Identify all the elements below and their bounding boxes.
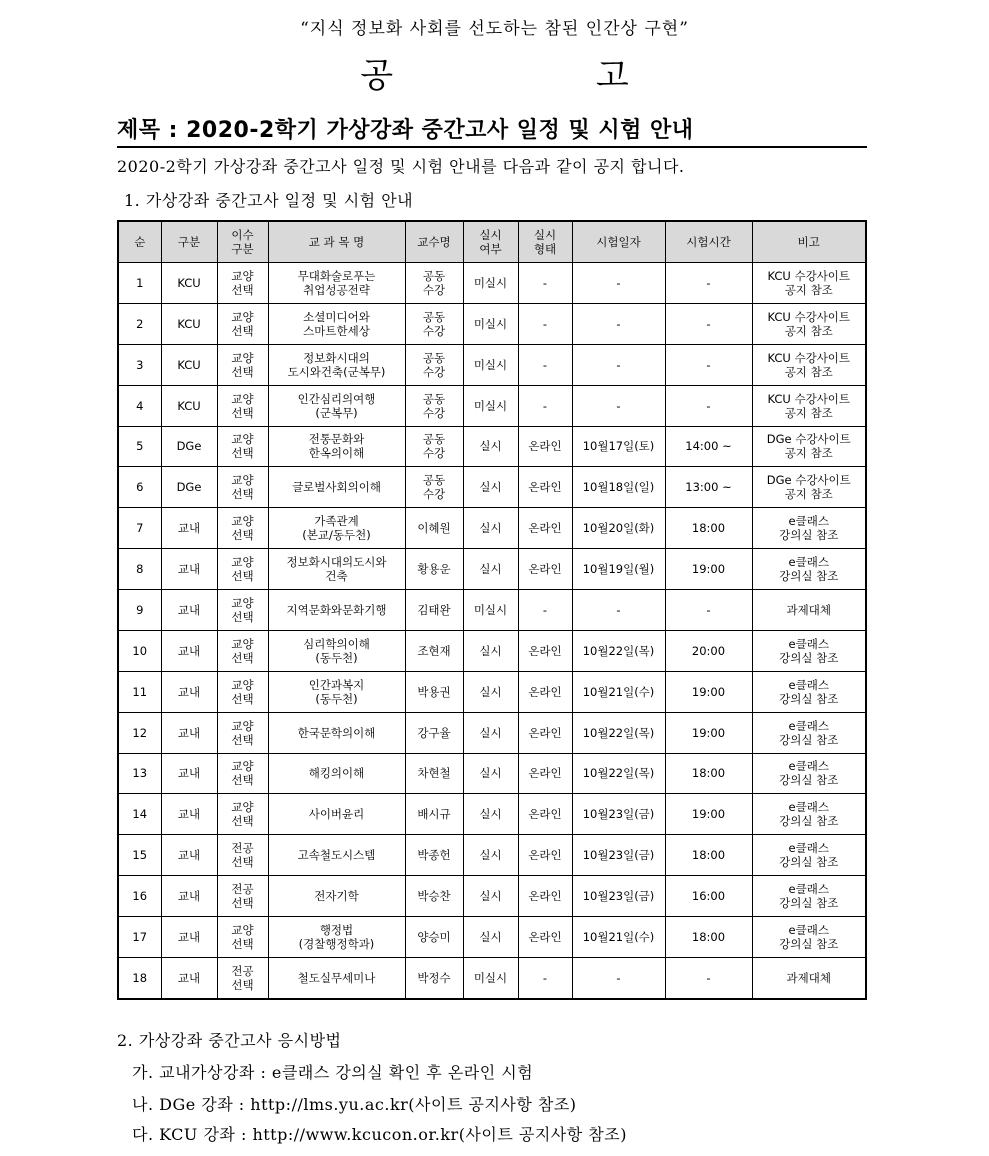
cell-col-no: 7	[118, 508, 161, 549]
cell-col-professor: 김태완	[405, 590, 463, 631]
cell-col-exam-date: 10월22일(목)	[572, 712, 665, 753]
cell-col-held: 미실시	[463, 263, 518, 304]
cell-col-remarks: e클래스 강의실 참조	[752, 876, 866, 917]
cell-col-held: 미실시	[463, 303, 518, 344]
cell-col-course-type: 전공 선택	[217, 876, 268, 917]
cell-col-held: 실시	[463, 508, 518, 549]
cell-col-remarks: KCU 수강사이트 공지 참조	[752, 385, 866, 426]
cell-col-remarks: KCU 수강사이트 공지 참조	[752, 263, 866, 304]
header-col-remarks: 비고	[752, 221, 866, 263]
cell-col-professor: 차현철	[405, 753, 463, 794]
cell-col-course-name: 행정법 (경찰행정학과)	[268, 917, 405, 958]
cell-col-no: 12	[118, 712, 161, 753]
cell-col-type: 교내	[161, 753, 217, 794]
cell-col-type: 교내	[161, 508, 217, 549]
cell-col-course-type: 교양 선택	[217, 794, 268, 835]
table-row	[118, 508, 866, 549]
cell-col-type: 교내	[161, 671, 217, 712]
cell-col-remarks: e클래스 강의실 참조	[752, 712, 866, 753]
subject-heading: 제목 : 2020-2학기 가상강좌 중간고사 일정 및 시험 안내	[117, 113, 867, 148]
table-row	[118, 303, 866, 344]
cell-col-professor: 박종헌	[405, 835, 463, 876]
cell-col-exam-date: 10월21일(수)	[572, 917, 665, 958]
cell-col-course-type: 교양 선택	[217, 344, 268, 385]
cell-col-course-type: 교양 선택	[217, 630, 268, 671]
cell-col-professor: 조현재	[405, 630, 463, 671]
table-row	[118, 753, 866, 794]
table-row	[118, 835, 866, 876]
cell-col-remarks: e클래스 강의실 참조	[752, 753, 866, 794]
table-row	[118, 344, 866, 385]
cell-col-remarks: DGe 수강사이트 공지 참조	[752, 467, 866, 508]
table-row	[118, 630, 866, 671]
cell-col-exam-date: 10월19일(월)	[572, 549, 665, 590]
table-row	[118, 712, 866, 753]
cell-col-course-name: 심리학의이해 (동두천)	[268, 630, 405, 671]
cell-col-held: 실시	[463, 753, 518, 794]
cell-col-remarks: e클래스 강의실 참조	[752, 835, 866, 876]
header-col-no: 순	[118, 221, 161, 263]
cell-col-format: 온라인	[518, 876, 572, 917]
cell-col-held: 실시	[463, 671, 518, 712]
cell-col-exam-time: -	[665, 385, 752, 426]
cell-col-course-name: 전자기학	[268, 876, 405, 917]
motto: “지식 정보화 사회를 선도하는 참된 인간상 구현”	[300, 19, 689, 39]
cell-col-no: 5	[118, 426, 161, 467]
table-row	[118, 794, 866, 835]
cell-col-held: 실시	[463, 835, 518, 876]
cell-col-course-name: 글로벌사회의이해	[268, 467, 405, 508]
cell-col-type: 교내	[161, 794, 217, 835]
cell-col-held: 실시	[463, 630, 518, 671]
cell-col-course-name: 사이버윤리	[268, 794, 405, 835]
intro-text: 2020-2학기 가상강좌 중간고사 일정 및 시험 안내를 다음과 같이 공지 합니다.	[117, 157, 685, 176]
cell-col-course-type: 교양 선택	[217, 549, 268, 590]
cell-col-professor: 공동 수강	[405, 385, 463, 426]
cell-col-exam-time: -	[665, 303, 752, 344]
section-2-heading: 2. 가상강좌 중간고사 응시방법	[117, 1031, 342, 1050]
cell-col-format: -	[518, 303, 572, 344]
cell-col-no: 3	[118, 344, 161, 385]
cell-col-course-type: 전공 선택	[217, 957, 268, 999]
cell-col-held: 미실시	[463, 385, 518, 426]
cell-col-exam-time: 16:00	[665, 876, 752, 917]
cell-col-course-name: 가족관계 (본교/동두천)	[268, 508, 405, 549]
cell-col-type: KCU	[161, 303, 217, 344]
cell-col-exam-time: 13:00 ~	[665, 467, 752, 508]
cell-col-no: 14	[118, 794, 161, 835]
cell-col-remarks: 과제대체	[752, 590, 866, 631]
cell-col-exam-time: 19:00	[665, 671, 752, 712]
cell-col-exam-date: 10월17일(토)	[572, 426, 665, 467]
cell-col-remarks: KCU 수강사이트 공지 참조	[752, 344, 866, 385]
cell-col-exam-date: -	[572, 385, 665, 426]
cell-col-exam-date: 10월23일(금)	[572, 876, 665, 917]
cell-col-course-type: 교양 선택	[217, 426, 268, 467]
cell-col-format: -	[518, 263, 572, 304]
cell-col-remarks: e클래스 강의실 참조	[752, 671, 866, 712]
cell-col-no: 1	[118, 263, 161, 304]
cell-col-held: 실시	[463, 917, 518, 958]
cell-col-format: 온라인	[518, 549, 572, 590]
cell-col-exam-time: 19:00	[665, 712, 752, 753]
cell-col-exam-date: 10월22일(목)	[572, 753, 665, 794]
cell-col-course-type: 교양 선택	[217, 712, 268, 753]
cell-col-type: 교내	[161, 549, 217, 590]
cell-col-type: KCU	[161, 263, 217, 304]
cell-col-no: 11	[118, 671, 161, 712]
table-row	[118, 957, 866, 999]
header-col-held: 실시 여부	[463, 221, 518, 263]
cell-col-professor: 공동 수강	[405, 426, 463, 467]
cell-col-course-name: 철도실무세미나	[268, 957, 405, 999]
header-col-course-type: 이수 구분	[217, 221, 268, 263]
cell-col-format: 온라인	[518, 794, 572, 835]
cell-col-remarks: e클래스 강의실 참조	[752, 794, 866, 835]
cell-col-professor: 강구율	[405, 712, 463, 753]
cell-col-course-name: 전통문화와 한옥의이해	[268, 426, 405, 467]
cell-col-type: 교내	[161, 630, 217, 671]
cell-col-exam-time: -	[665, 590, 752, 631]
cell-col-course-name: 한국문학의이해	[268, 712, 405, 753]
cell-col-course-name: 고속철도시스템	[268, 835, 405, 876]
cell-col-format: 온라인	[518, 712, 572, 753]
cell-col-professor: 공동 수강	[405, 263, 463, 304]
cell-col-course-name: 인간심리의여행 (군복무)	[268, 385, 405, 426]
cell-col-professor: 황용운	[405, 549, 463, 590]
notice-title: 공 고	[360, 56, 725, 96]
cell-col-no: 8	[118, 549, 161, 590]
cell-col-professor: 공동 수강	[405, 303, 463, 344]
cell-col-exam-time: -	[665, 263, 752, 304]
cell-col-type: DGe	[161, 426, 217, 467]
cell-col-course-type: 교양 선택	[217, 917, 268, 958]
cell-col-exam-date: -	[572, 590, 665, 631]
cell-col-course-name: 지역문화와문화기행	[268, 590, 405, 631]
cell-col-course-name: 해킹의이해	[268, 753, 405, 794]
cell-col-type: KCU	[161, 344, 217, 385]
cell-col-held: 실시	[463, 876, 518, 917]
cell-col-remarks: e클래스 강의실 참조	[752, 917, 866, 958]
table-row	[118, 590, 866, 631]
cell-col-exam-time: 14:00 ~	[665, 426, 752, 467]
cell-col-held: 실시	[463, 712, 518, 753]
cell-col-format: -	[518, 957, 572, 999]
header-col-type: 구분	[161, 221, 217, 263]
cell-col-format: -	[518, 590, 572, 631]
cell-col-course-type: 교양 선택	[217, 753, 268, 794]
header-col-professor: 교수명	[405, 221, 463, 263]
cell-col-exam-time: -	[665, 957, 752, 999]
cell-col-remarks: 과제대체	[752, 957, 866, 999]
cell-col-professor: 박승찬	[405, 876, 463, 917]
cell-col-professor: 공동 수강	[405, 344, 463, 385]
cell-col-professor: 배시규	[405, 794, 463, 835]
cell-col-held: 미실시	[463, 344, 518, 385]
cell-col-course-type: 교양 선택	[217, 385, 268, 426]
cell-col-type: 교내	[161, 957, 217, 999]
cell-col-type: 교내	[161, 590, 217, 631]
cell-col-format: 온라인	[518, 671, 572, 712]
cell-col-no: 2	[118, 303, 161, 344]
table-row	[118, 263, 866, 304]
cell-col-no: 13	[118, 753, 161, 794]
cell-col-course-type: 교양 선택	[217, 467, 268, 508]
cell-col-exam-date: -	[572, 303, 665, 344]
cell-col-held: 미실시	[463, 590, 518, 631]
cell-col-remarks: e클래스 강의실 참조	[752, 630, 866, 671]
header-col-course-name: 교 과 목 명	[268, 221, 405, 263]
header-col-exam-date: 시험일자	[572, 221, 665, 263]
cell-col-course-type: 전공 선택	[217, 835, 268, 876]
cell-col-no: 6	[118, 467, 161, 508]
cell-col-course-type: 교양 선택	[217, 590, 268, 631]
cell-col-format: 온라인	[518, 630, 572, 671]
cell-col-exam-time: 18:00	[665, 835, 752, 876]
cell-col-professor: 공동 수강	[405, 467, 463, 508]
cell-col-type: DGe	[161, 467, 217, 508]
cell-col-format: 온라인	[518, 426, 572, 467]
cell-col-type: 교내	[161, 917, 217, 958]
cell-col-type: 교내	[161, 876, 217, 917]
cell-col-format: 온라인	[518, 467, 572, 508]
cell-col-course-name: 인간과복지 (동두천)	[268, 671, 405, 712]
cell-col-professor: 박정수	[405, 957, 463, 999]
cell-col-exam-time: 19:00	[665, 794, 752, 835]
cell-col-exam-date: 10월23일(금)	[572, 835, 665, 876]
cell-col-exam-time: -	[665, 344, 752, 385]
header-col-format: 실시 형태	[518, 221, 572, 263]
table-row	[118, 549, 866, 590]
cell-col-held: 실시	[463, 426, 518, 467]
cell-col-no: 15	[118, 835, 161, 876]
cell-col-exam-date: 10월20일(화)	[572, 508, 665, 549]
cell-col-course-type: 교양 선택	[217, 263, 268, 304]
cell-col-type: KCU	[161, 385, 217, 426]
cell-col-exam-time: 19:00	[665, 549, 752, 590]
cell-col-exam-date: -	[572, 263, 665, 304]
cell-col-held: 미실시	[463, 957, 518, 999]
cell-col-remarks: e클래스 강의실 참조	[752, 549, 866, 590]
cell-col-course-name: 정보화시대의 도시와건축(군복무)	[268, 344, 405, 385]
cell-col-exam-time: 20:00	[665, 630, 752, 671]
cell-col-no: 17	[118, 917, 161, 958]
table-row	[118, 426, 866, 467]
table-row	[118, 876, 866, 917]
cell-col-remarks: KCU 수강사이트 공지 참조	[752, 303, 866, 344]
cell-col-exam-date: 10월21일(수)	[572, 671, 665, 712]
table-header-row	[118, 221, 866, 263]
method-item-kcu: 다. KCU 강좌 : http://www.kcucon.or.kr(사이트 공지사항 참조)	[132, 1125, 627, 1144]
cell-col-exam-date: 10월18일(일)	[572, 467, 665, 508]
cell-col-format: 온라인	[518, 917, 572, 958]
cell-col-no: 9	[118, 590, 161, 631]
cell-col-format: -	[518, 385, 572, 426]
cell-col-no: 16	[118, 876, 161, 917]
method-item-internal: 가. 교내가상강좌 : e클래스 강의실 확인 후 온라인 시험	[132, 1063, 534, 1082]
table-row	[118, 917, 866, 958]
cell-col-exam-time: 18:00	[665, 508, 752, 549]
cell-col-no: 18	[118, 957, 161, 999]
cell-col-exam-date: -	[572, 957, 665, 999]
cell-col-no: 4	[118, 385, 161, 426]
section-1-heading: 1. 가상강좌 중간고사 일정 및 시험 안내	[124, 191, 414, 210]
cell-col-exam-date: -	[572, 344, 665, 385]
table-row	[118, 467, 866, 508]
cell-col-remarks: DGe 수강사이트 공지 참조	[752, 426, 866, 467]
cell-col-held: 실시	[463, 794, 518, 835]
cell-col-format: 온라인	[518, 508, 572, 549]
cell-col-held: 실시	[463, 549, 518, 590]
cell-col-course-name: 무대화술로푸는 취업성공전략	[268, 263, 405, 304]
method-item-dge: 나. DGe 강좌 : http://lms.yu.ac.kr(사이트 공지사항 참조)	[132, 1095, 577, 1114]
cell-col-professor: 양승미	[405, 917, 463, 958]
cell-col-format: -	[518, 344, 572, 385]
cell-col-format: 온라인	[518, 835, 572, 876]
cell-col-remarks: e클래스 강의실 참조	[752, 508, 866, 549]
table-row	[118, 671, 866, 712]
header-col-exam-time: 시험시간	[665, 221, 752, 263]
cell-col-course-type: 교양 선택	[217, 671, 268, 712]
cell-col-exam-time: 18:00	[665, 753, 752, 794]
cell-col-type: 교내	[161, 712, 217, 753]
cell-col-exam-time: 18:00	[665, 917, 752, 958]
table-row	[118, 385, 866, 426]
exam-schedule-table	[117, 220, 867, 1000]
cell-col-course-type: 교양 선택	[217, 508, 268, 549]
cell-col-type: 교내	[161, 835, 217, 876]
cell-col-professor: 박용권	[405, 671, 463, 712]
cell-col-no: 10	[118, 630, 161, 671]
cell-col-held: 실시	[463, 467, 518, 508]
cell-col-course-type: 교양 선택	[217, 303, 268, 344]
cell-col-professor: 이혜원	[405, 508, 463, 549]
cell-col-exam-date: 10월23일(금)	[572, 794, 665, 835]
cell-col-format: 온라인	[518, 753, 572, 794]
cell-col-course-name: 소셜미디어와 스마트한세상	[268, 303, 405, 344]
cell-col-course-name: 정보화시대의도시와 건축	[268, 549, 405, 590]
cell-col-exam-date: 10월22일(목)	[572, 630, 665, 671]
